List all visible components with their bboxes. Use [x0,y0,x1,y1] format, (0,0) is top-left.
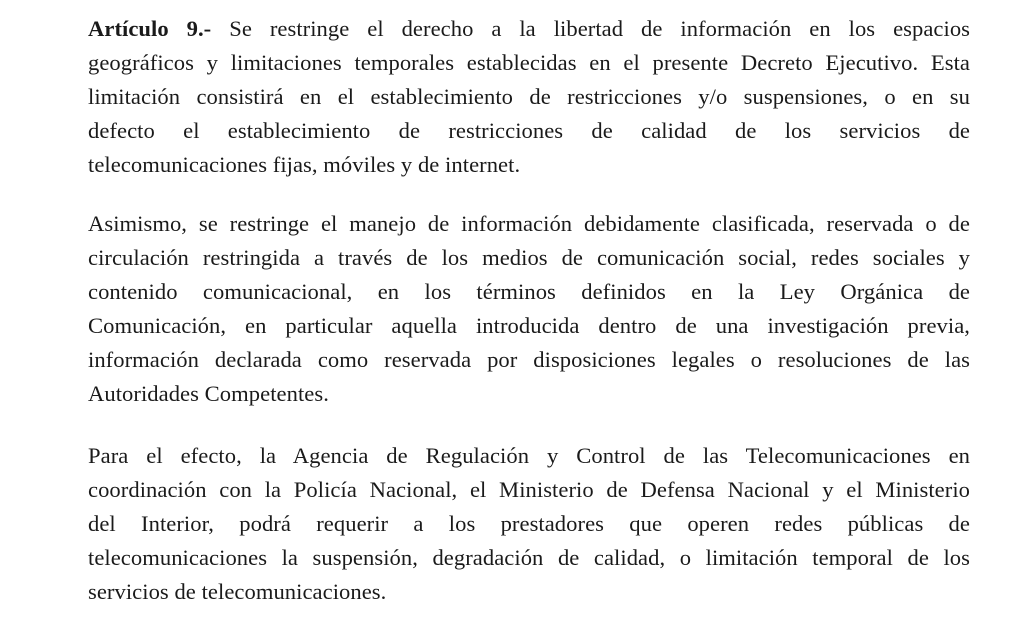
text-line: Autoridades Competentes. [88,381,329,406]
text-line: Para el efecto, la Agencia de Regulación y Control de las Telecomunicaciones en [88,443,970,468]
text-line: telecomunicaciones fijas, móviles y de internet. [88,152,521,177]
article-paragraph-3 [88,439,970,609]
text-line: defecto el establecimiento de restricciones de calidad de los servicios de [88,118,970,143]
text-line: circulación restringida a través de los medios de comunicación social, redes sociales y [88,245,970,270]
text-line: contenido comunicacional, en los términos definidos en la Ley Orgánica de [88,279,970,304]
text-line: limitación consistirá en el establecimiento de restricciones y/o suspensiones, o en su [88,84,970,109]
text-line [88,12,970,46]
text-line: telecomunicaciones la suspensión, degradación de calidad, o limitación temporal de los [88,545,970,570]
line-text: Se restringe el derecho a la libertad de información en los espacios [229,16,971,41]
text-line: Asimismo, se restringe el manejo de información debidamente clasificada, reservada o de [88,211,970,236]
article-paragraph-2 [88,207,970,411]
text-line: del Interior, podrá requerir a los prestadores que operen redes públicas de [88,511,970,536]
text-line: servicios de telecomunicaciones. [88,579,387,604]
text-line: coordinación con la Policía Nacional, el Ministerio de Defensa Nacional y el Ministerio [88,477,970,502]
text-line: información declarada como reservada por disposiciones legales o resoluciones de las [88,347,970,372]
article-paragraph-1 [88,12,970,182]
text-line: geográficos y limitaciones temporales establecidas en el presente Decreto Ejecutivo. Esta [88,50,970,75]
article-heading: Artículo 9.- [88,16,212,41]
text-line: Comunicación, en particular aquella introducida dentro de una investigación previa, [88,313,970,338]
